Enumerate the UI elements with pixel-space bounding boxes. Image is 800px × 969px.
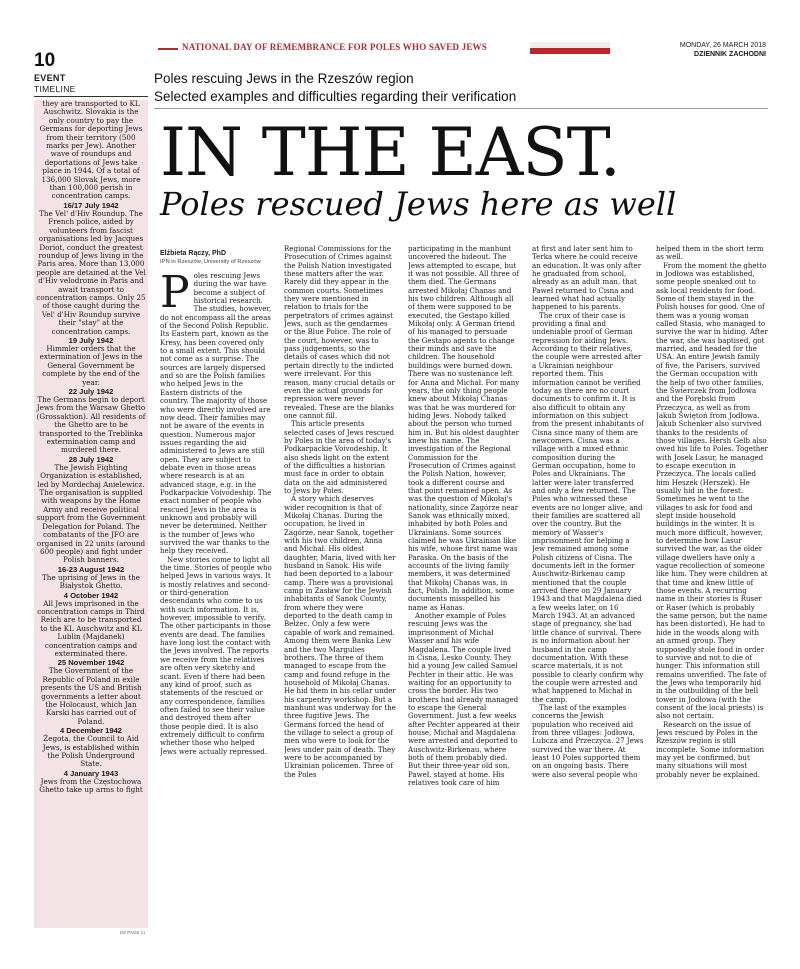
article-paragraph (532, 312, 644, 704)
banner-rule (158, 48, 178, 50)
issue-date: MONDAY, 26 MARCH 2018 (679, 42, 766, 49)
timeline-entry: Jews from the Częstochowa Ghetto take up arms to fight (39, 776, 143, 795)
paragraph-text: Regional Commissions for the Prosecution of Crimes against the Polish Nation investigated these matters after the war. Rarely did they appear in the common courts. Sometimes they were mentioned in relation to trials for the perpetrators of crimes against Jews, such as the gendarmes or the Blue Police. The role of the court, however, was to pass judgements, so the details of cases which did not pertain directly to the indicted were irrelevant. For this reason, many crucial details or even the actual grounds for repression were never revealed. These are the blanks one cannot fill. (284, 245, 395, 420)
article-paragraph (656, 721, 768, 779)
paragraph-text: at first and later sent him to Terka where he could receive an education. It was only after he graduated from school, already as an adult man, that Paweł returned to Cisna and learned what had actually happened to his parents. (532, 245, 642, 312)
paragraph-text: The crux of their case is providing a final and undeniable proof of German repression for aiding Jews. According to their relatives, the couple were arrested after a Ukrainian neighbour reported them. This information cannot be verified today as there are no court documents to confirm it. It is also difficult to obtain any information on this subject from the present inhabitants of Cisna since many of them are newcomers. Cisna was a village with a mixed ethnic composition during the German occupation, home to Poles and Ukrainians. The latter were later transferred and only a few returned. The Poles who witnessed these events are no longer alive, and their families are scattered all over the country. But the memory of Wasser's imprisonment for helping a Jew remained among some Polish citizens of Cisna. The documents left in the former Auschwitz-Birkenau camp mentioned that the couple arrived there on 29 January 1943 and that Magdalena died a few weeks later, on 16 March 1943. At an advanced stage of pregnancy, she had little chance of survival. There is no information about her husband in the camp documentation. With these scarce materials, it is not possible to clearly confirm why the couple were arrested and what happened to Michał in the camp. (532, 310, 644, 704)
dateline (680, 41, 766, 59)
timeline-date: 28 July 1942 (68, 454, 114, 464)
timeline-date: 25 November 1942 (57, 658, 125, 668)
headline: IN THE EAST. (160, 114, 620, 191)
timeline-entry: The Jewish Fighting Organization is established, led by Mordechaj Anielewicz. The organisation is supplied with weapons by the Home Army and receive political support from the Government Delegation for Poland. The combatants of the JFO are organised in 22 units (around 600 people) and fight under Polish banners. (36, 462, 146, 565)
article-paragraph (656, 245, 768, 262)
sidebar-footer: DZ PAGE 11 (120, 930, 146, 935)
paragraph-text: New stories come to light all the time. Stories of people who helped Jews in various ways. It is mostly relatives and second- or third-generation descendants who come to us with such information. It is, however, impossible to verify. The other participants in those events are dead. The families have long lost the contact with the Jews involved. The reports we receive from the relatives are often very sketchy and scant. Even if there had been any kind of proof, such as statements of the rescued or any correspondence, families often failed to see their value and destroyed them after those people died. It is also extremely difficult to confirm whether those who helped Jews were actually repressed. (160, 554, 272, 756)
paragraph-text: Research on the issue of Jews rescued by Poles in the Rzeszów region is still incomplete. Some information may yet be confirmed, but many situations will most probably never be explained. (656, 719, 765, 779)
article-paragraph (160, 272, 272, 556)
timeline-date: 4 January 1943 (63, 768, 119, 778)
paragraph-text: A story which deserves wider recognition is that of Mikołaj Chanas. During the occupation, he lived in Zagórze, near Sanok, together with his two children, Anna and Michał. His oldest daughter, Maria, lived with her husband in Sanok. His wife had been deported to a labour camp. There was a provisional camp in Zasław for the Jewish inhabitants of Sanok County, from where they were deported to the death camp in Bełżec. Only a few were capable of work and remained. Among them were Banka Lew and the two Margulies brothers. The three of them managed to escape from the camp and found refuge in the household of Mikołaj Chanas. He hid them in his cellar under his carpentry workshop. But a manhunt was underway for the three fugitive Jews. The Germans forced the head of the village to select a group of men who were to look for the Jews under pain of death. They were to be accompanied by Ukrainian policemen. Three of the Poles (284, 494, 396, 779)
section-label: EVENT (34, 73, 66, 83)
timeline-entry: The uprising of Jews in the Białystok Ghetto. (42, 572, 140, 591)
paper-name: DZIENNIK ZACHODNI (694, 51, 766, 58)
paragraph-text: oles rescuing Jews during the war have become a subject of historical research. The studies, however, do not encompass all the areas of the Second Polish Republic. Its Eastern part, known as the Kresy, has been covered only to a small extent. This should not come as a surprise. The sources are largely dispersed and so are the Polish families who helped Jews in the Eastern districts of the country. The majority of those who were directly involved are now dead. Their families may not be aware of the events in question. Numerous major issues regarding the aid administered to Jews are still open. They are subject to debate even in those areas where research is at an advanced stage, e.g. in the Podkarpackie Voivodeship. The exact number of people who rescued Jews in the area is unknown and probably will never be determined. Neither is the number of Jews who survived the war thanks to the help they received. (160, 272, 272, 556)
timeline-entry: The Germans begin to deport Jews from the Warsaw Ghetto (Grossaktion). All residents of the Ghetto are to be transported to the Treblinka extermination camp and murdered there. (36, 395, 146, 455)
subsection-label: TIMELINE (34, 84, 76, 94)
article-column-2 (284, 245, 396, 928)
subheadline: Poles rescued Jews here as well (160, 185, 677, 223)
timeline-entry: Himmler orders that the extermination of Jews in the General Government be complete by the end of the year. (39, 343, 143, 387)
article-paragraph (284, 245, 396, 420)
drop-cap: P (160, 272, 190, 318)
author-affiliation: IPN in Rzeszów, University of Rzeszów (160, 259, 261, 265)
timeline-entry: The Government of the Republic of Poland in exile presents the US and British governments a letter about the Holocaust, which Jan Karski has carried out of Poland. (40, 666, 142, 726)
timeline-date: 16/17 July 1942 (63, 200, 119, 210)
kicker-rule (154, 108, 768, 109)
article-column-1 (160, 272, 272, 928)
article-paragraph (532, 245, 644, 312)
section-rule (34, 96, 148, 97)
article-column-3 (408, 245, 520, 928)
timeline-entry: All Jews imprisoned in the concentration camps in Third Reich are to be transported to the KL Auschwitz and KL Lublin (Majdanek) concentration camps and exterminated there. (37, 598, 145, 658)
timeline-date: 19 July 1942 (68, 335, 114, 345)
article-kicker (154, 70, 516, 106)
article-paragraph (532, 704, 644, 779)
article-paragraph (284, 420, 396, 495)
banner-title: NATIONAL DAY OF REMEMBRANCE FOR POLES WHO SAVED JEWS (182, 42, 487, 52)
timeline-sidebar (34, 100, 148, 928)
paragraph-text: Another example of Poles rescuing Jews was the imprisonment of Michał Wasser and his wife Magdalena. The couple lived in Cisna, Lesko County. They hid a young Jew called Samuel Pechter in their attic. He was waiting for an opportunity to cross the border. His two brothers had already managed to escape the General Government. Just a few weeks after Pechter appeared at their house, Michał and Magdalena were arrested and deported to Auschwitz-Birkenau, where both of them probably died. But their three-year old son, Paweł, stayed at home. His relatives took care of him (408, 611, 520, 787)
timeline-date: 4 October 1942 (63, 590, 119, 600)
timeline-entry: they are transported to KL Auschwitz. Slovakia is the only country to pay the Germans for deporting Jews from their territory (500 marks per Jew). Another wave of roundups and deportations of Jews take place in 1944. Of a total of 136,000 Slovak Jews, more than 100,000 perish in concentration camps. (39, 100, 143, 201)
timeline-date: 16-23 August 1942 (57, 564, 125, 574)
paragraph-text: From the moment the ghetto in Jodłowa was established, some people sneaked out to ask local residents for food. Some of them stayed in the Polish houses for good. One of them was a young woman called Stasia, who managed to survive the war in hiding. After the war, she was baptised, got married, and headed for the USA. An entire Jewish family of five, the Parisers, survived the German occupation with the help of two other families, the Świerczek from Jodłowa and the Porębski from Przeczyca, as well as from Jakub Świętoń from Jodłowa. Jakub Schenker also survived thanks to the residents of those villages. Hersh Gelb also owed his life to Poles. Together with Josek Lasur, he managed to escape execution in Przeczyca. The locals called him Heszek (Herszek). He usually hid in the forest. Sometimes he went to the villages to ask for food and slept inside household buildings in the winter. It is much more difficult, however, to determine how Lasur survived the war, as the older village dwellers have only a vague recollection of someone like him. They were children at that time and knew little of those events. A recurring name in their stories is Ruser or Raser (which is probably the same person, but the name has been distorted). He had to hide in the woods along with an armed group. They supposedly stole food in order to survive and not to die of hunger. This information still remains unverified. The fate of the Jews who temporarily hid in the outbuilding of the bell tower in Jodłowa (with the consent of the local priests) is also not certain. (656, 260, 768, 721)
polish-flag-icon (530, 42, 610, 54)
paragraph-text: participating in the manhunt uncovered the hideout. The Jews attempted to escape, but it was not possible. All three of them died. The Germans arrested Mikołaj Chanas and his two children. Although all of them were supposed to be executed, the Gestapo killed Mikołaj only. A German friend of his managed to persuade the Gestapo agents to change their minds and save the children. The household buildings were burned down. There was no sustenance left for Anna and Michał. For many years, the only thing people knew about Mikołaj Chanas was that he was murdered for hiding Jews. Nobody talked about the person who turned him in. But his oldest daughter knew his name. The investigation of the Regional Commission for the Prosecution of Crimes against the Polish Nation, however, took a different course and that point remained open. As was the question of Mikołaj's nationality, since Zagórze near Sanok was ethnically mixed, inhabited by both Poles and Ukrainians. Some sources claimed he was Ukrainian like his wife, whose first name was Paraska. On the basis of the accounts of the living family members, it was determined that Mikołaj Chanas was, in fact, Polish. In addition, some documents misspelled his name as Hanas. (408, 245, 520, 612)
article-paragraph (284, 495, 396, 779)
paragraph-text: helped them in the short term as well. (656, 245, 764, 262)
page-number: 10 (34, 50, 56, 71)
paragraph-text: The last of the examples concerns the Jewish population who received aid from three villages: Jodłowa, Lubcza and Przeczyca. 27 Jews survived the war there. At least 10 Poles supported them on an ongoing basis. There were also several people who (532, 702, 644, 779)
kicker-line-1: Poles rescuing Jews in the Rzeszów region (154, 71, 414, 86)
timeline-entry: Żegota, the Council to Aid Jews, is established within the Polish Underground State. (42, 734, 140, 769)
article-paragraph (408, 612, 520, 787)
article-paragraph (656, 262, 768, 721)
kicker-line-2: Selected examples and difficulties regarding their verification (154, 89, 517, 104)
article-paragraph (408, 245, 520, 612)
article-paragraph (160, 556, 272, 756)
article-column-4 (532, 245, 644, 928)
paragraph-text: This article presents selected cases of Jews rescued by Poles in the area of today's Podkarpackie Voivodeship. It also sheds light on the extent of the difficulties a historian must face in order to obtain data on the aid administered to Jews by Poles. (284, 419, 394, 495)
timeline-date: 4 December 1942 (59, 726, 123, 736)
timeline-date: 22 July 1942 (68, 387, 114, 396)
timeline-entry: The Vel' d'Hiv Roundup. The French police, aided by volunteers from fascist organisations led by Jacques Doriot, conduct the greatest roundup of Jews living in the Paris area. More than 13,000 people are detained at the Vel d'Hiv velodrome in Paris and await transport to concentration camps. Only 25 of those caught during the Vel' d'Hiv Roundup survive their "stay" at the concentration camps. (36, 208, 146, 336)
article-column-5 (656, 245, 768, 928)
author-byline: Elżbieta Rączy, PhD (160, 250, 227, 257)
flag-red-stripe (530, 48, 610, 54)
